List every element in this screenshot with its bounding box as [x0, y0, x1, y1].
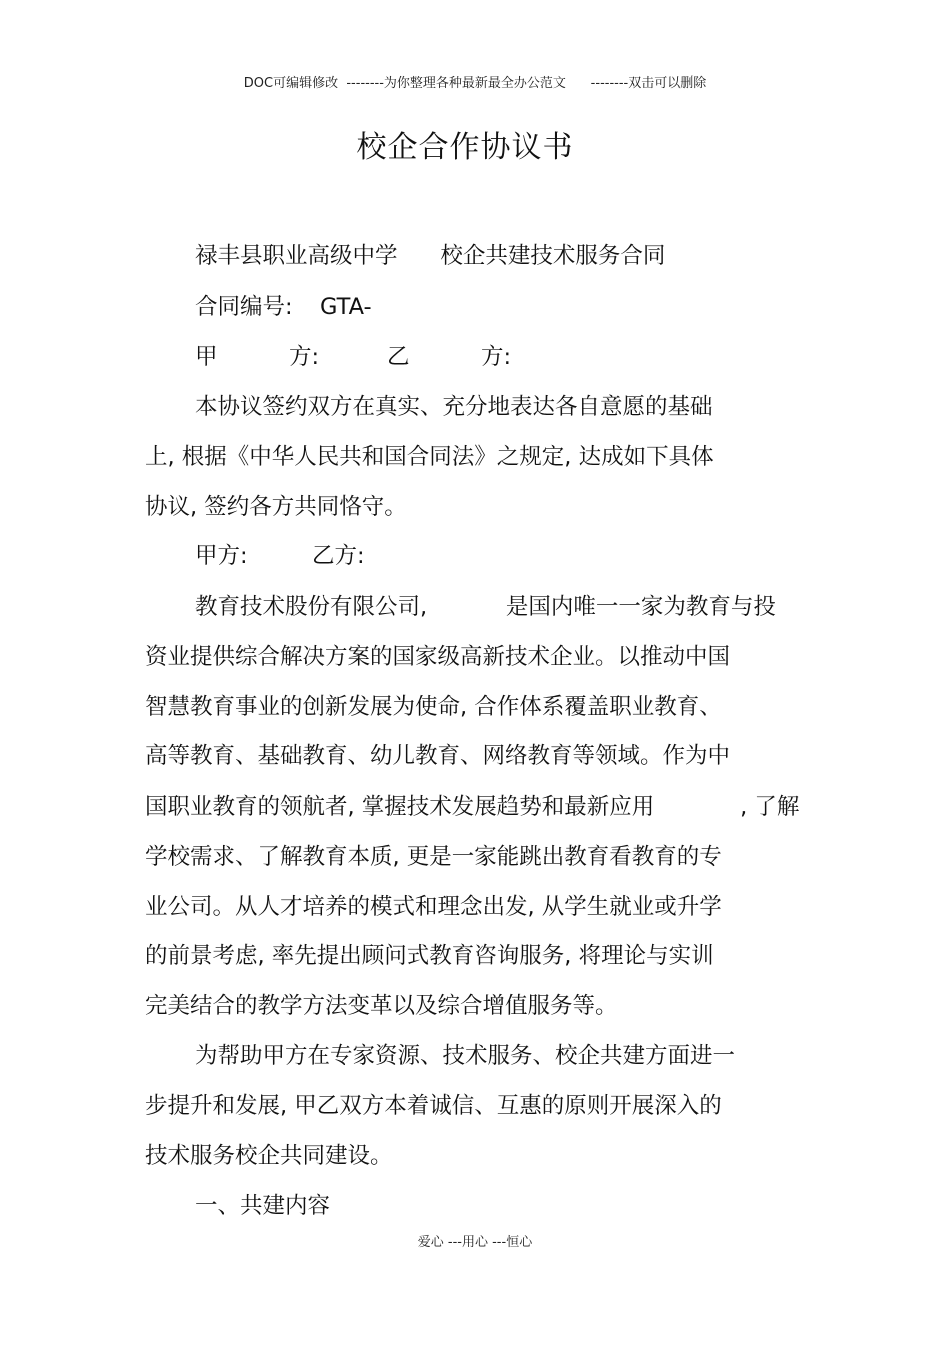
- section-heading: 一、共建内容: [195, 1193, 331, 1219]
- purpose-line: 为帮助甲方在专家资源、技术服务、校企共建方面进一: [195, 1043, 736, 1069]
- contract-heading: 禄丰县职业高级中学 校企共建技术服务合同: [195, 243, 666, 269]
- company-intro-line: 学校需求、了解教育本质, 更是一家能跳出教育看教育的专: [145, 844, 722, 870]
- document-title: 校企合作协议书: [356, 130, 574, 165]
- party-b-label: 乙 方:: [387, 344, 512, 370]
- company-intro-line: 国职业教育的领航者, 掌握技术发展趋势和最新应用 , 了解: [145, 794, 800, 820]
- party-a-label: 甲 方:: [195, 344, 320, 370]
- company-intro-line: 资业提供综合解决方案的国家级高新技术企业。以推动中国: [145, 644, 731, 670]
- purpose-line: 技术服务校企共同建设。: [145, 1143, 393, 1169]
- company-intro-line: 智慧教育事业的创新发展为使命, 合作体系覆盖职业教育、: [145, 694, 722, 720]
- parties-short: 甲方: 乙方:: [195, 543, 365, 569]
- company-intro-line: 的前景考虑, 率先提出顾问式教育咨询服务, 将理论与实训: [145, 943, 714, 969]
- purpose-line: 步提升和发展, 甲乙双方本着诚信、互惠的原则开展深入的: [145, 1093, 722, 1119]
- page-header-note: DOC可编辑修改 --------为你整理各种最新最全办公范文 --------双击可以删除: [243, 76, 707, 91]
- company-intro-line: 业公司。从人才培养的模式和理念出发, 从学生就业或升学: [145, 894, 722, 920]
- intro-line: 上, 根据《中华人民共和国合同法》之规定, 达成如下具体: [145, 444, 714, 470]
- intro-line: 本协议签约双方在真实、充分地表达各自意愿的基础: [195, 394, 713, 420]
- contract-number-value: GTA-: [320, 294, 372, 320]
- page-footer-note: 爱心 ---用心 ---恒心: [417, 1235, 533, 1250]
- company-intro-line: 教育技术股份有限公司, 是国内唯一一家为教育与投: [195, 594, 776, 620]
- intro-line: 协议, 签约各方共同恪守。: [145, 494, 407, 520]
- company-intro-line: 高等教育、基础教育、幼儿教育、网络教育等领域。作为中: [145, 743, 731, 769]
- company-intro-line: 完美结合的教学方法变革以及综合增值服务等。: [145, 993, 618, 1019]
- contract-number-label: 合同编号:: [195, 294, 293, 320]
